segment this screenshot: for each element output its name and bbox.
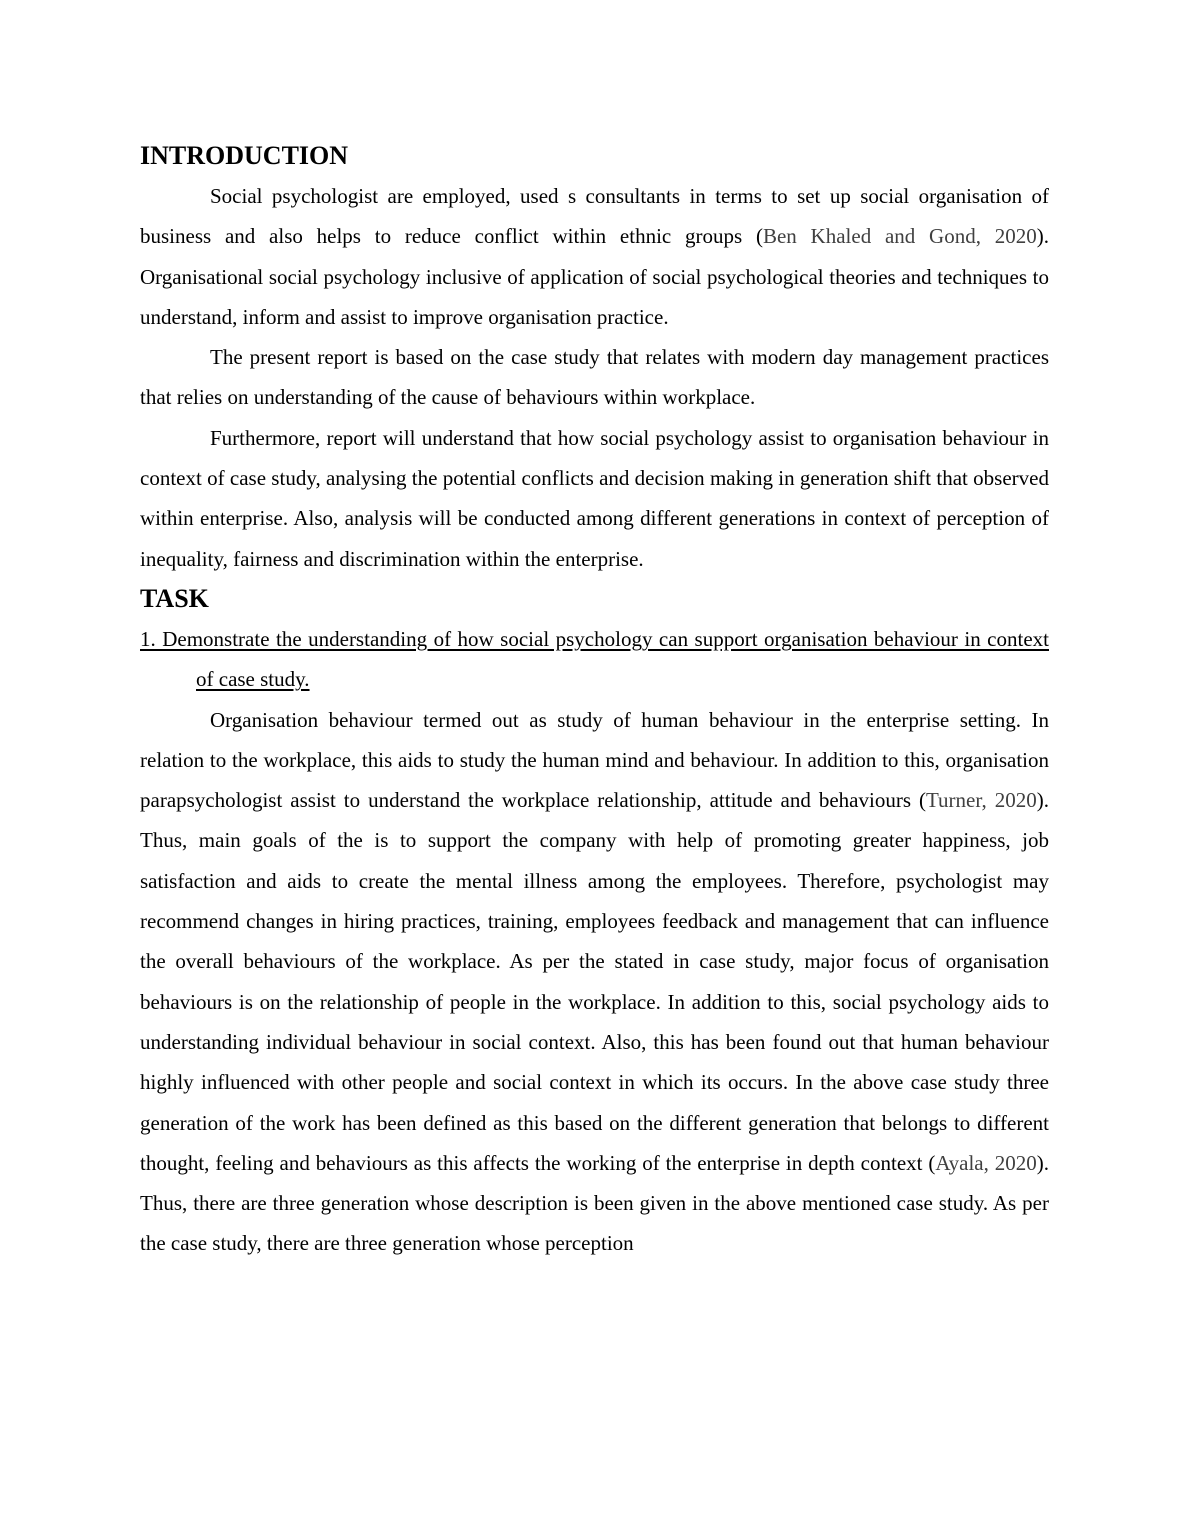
intro-paragraph-1 [140,176,1049,337]
task-heading: TASK [140,583,209,613]
citation-turner: Turner, 2020 [925,788,1037,813]
intro-p1-text-before: Social psychologist are employed, used s consultants in terms to set up social organisation of business and also helps to reduce conflict within ethnic groups ( [140,184,1049,249]
intro-paragraph-3: Furthermore, report will understand that how social psychology assist to organisation behaviour in context of case study, analysing the potential conflicts and decision making in generation shift that observed within enterprise. Also, analysis will be conducted among different generations in context of perception of inequality, fairness and discrimination within the enterprise. [140,425,1049,571]
task-paragraph-1 [140,700,1049,1264]
task-item-1-title-text: 1. Demonstrate the understanding of how social psychology can support organisation behaviour in context of case study. [140,626,1049,692]
task-p1-part2: ). Thus, main goals of the is to support the company with help of promoting greater happiness, job satisfaction and aids to create the mental illness among the employees. Therefore, psychologist may recommend changes in hiring practices, training, employees feedback and management that can influence the overall behaviours of the workplace. As per the stated in case study, major focus of organisation behaviours is on the relationship of people in the workplace. In addition to this, social psychology aids to understanding individual behaviour in social context. Also, this has been found out that human behaviour highly influenced with other people and social context in which its occurs. In the above case study three generation of the work has been defined as this based on the different generation that belongs to different thought, feeling and behaviours as this affects the working of the enterprise in depth context ( [140,788,1049,1175]
document-page [140,138,1049,1264]
task-p1-part3: ). Thus, there are three generation whose description is been given in the above mentioned case study. As per the case study, there are three generation whose perception [140,1150,1049,1256]
citation-ayala: Ayala, 2020 [935,1150,1037,1175]
intro-p1-text-after: ). Organisational social psychology inclusive of application of social psychological theories and techniques to understand, inform and assist to improve organisation practice. [140,224,1049,329]
citation-ben-khaled: Ben Khaled and Gond, 2020 [762,224,1037,249]
introduction-heading: INTRODUCTION [140,141,349,170]
intro-paragraph-2: The present report is based on the case study that relates with modern day management practices that relies on understanding of the cause of behaviours within workplace. [140,345,1049,410]
task-p1-part1: Organisation behaviour termed out as study of human behaviour in the enterprise setting. In relation to the workplace, this aids to study the human mind and behaviour. In addition to this, organisation parapsychologist assist to understand the workplace relationship, attitude and behaviours ( [140,707,1049,813]
task-item-1-title [140,619,1049,700]
